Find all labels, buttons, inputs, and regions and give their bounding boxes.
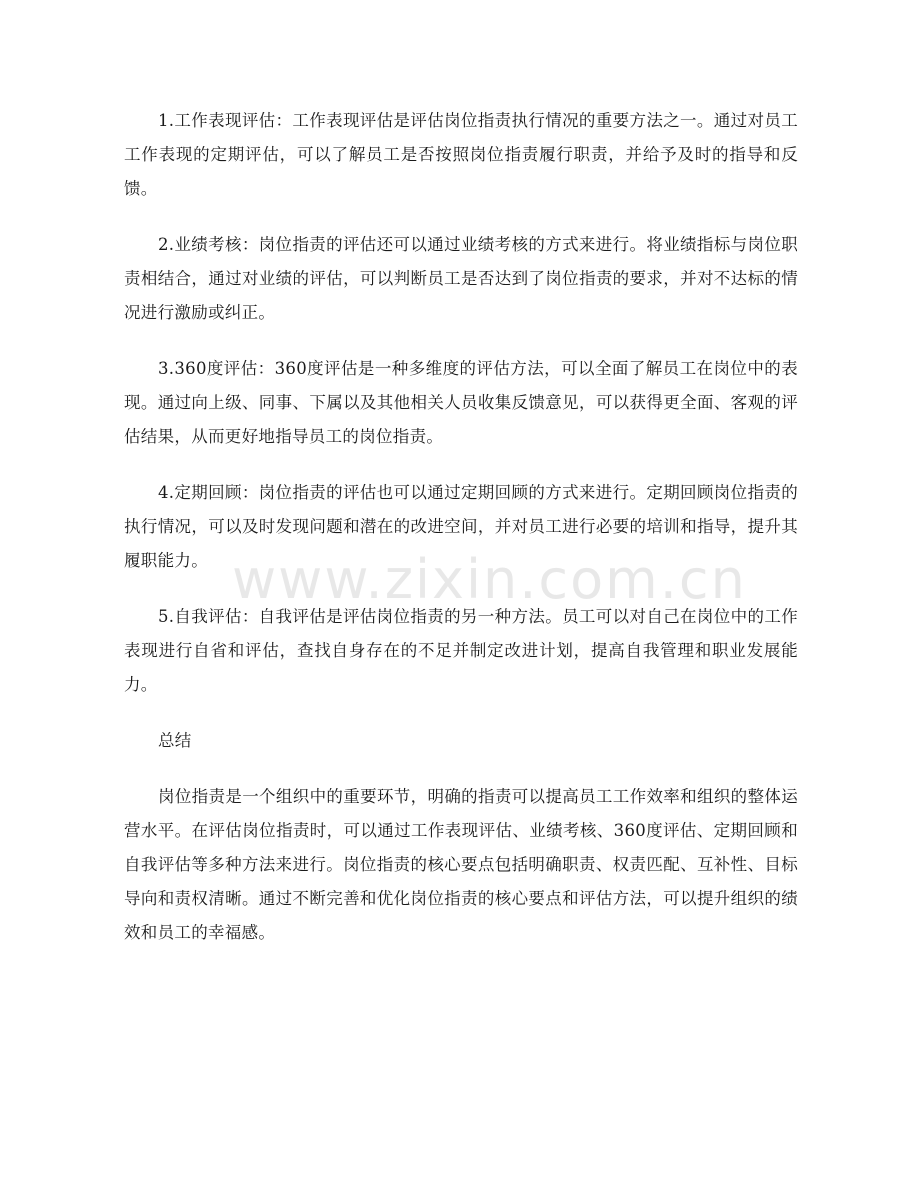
paragraph-periodic-review: 4.定期回顾：岗位指责的评估也可以通过定期回顾的方式来进行。定期回顾岗位指责的执行情况，可以及时发现问题和潜在的改进空间，并对员工进行必要的培训和指导，提升其履职能力。 — [124, 483, 798, 570]
watermark: www.zixin.com.cn — [232, 548, 747, 611]
summary-heading: 总结 — [158, 731, 192, 750]
paragraph-performance-review: 2.业绩考核：岗位指责的评估还可以通过业绩考核的方式来进行。将业绩指标与岗位职责相结合，通过对业绩的评估，可以判断员工是否达到了岗位指责的要求，并对不达标的情况进行激励或纠正。 — [124, 235, 798, 322]
paragraph-performance-evaluation: 1.工作表现评估：工作表现评估是评估岗位指责执行情况的重要方法之一。通过对员工工作表现的定期评估，可以了解员工是否按照岗位指责履行职责，并给予及时的指导和反馈。 — [124, 111, 798, 198]
summary-paragraph: 岗位指责是一个组织中的重要环节，明确的指责可以提高员工工作效率和组织的整体运营水平。在评估岗位指责时，可以通过工作表现评估、业绩考核、360度评估、定期回顾和自我评估等多种方法来进行。岗位指责的核心要点包括明确职责、权责匹配、互补性、目标导向和责权清晰。通过不断完善和优化岗位指责的核心要点和评估方法，可以提升组织的绩效和员工的幸福感。 — [124, 787, 798, 942]
paragraph-360-evaluation: 3.360度评估：360度评估是一种多维度的评估方法，可以全面了解员工在岗位中的表现。通过向上级、同事、下属以及其他相关人员收集反馈意见，可以获得更全面、客观的评估结果，从而更好地指导员工的岗位指责。 — [124, 359, 798, 446]
paragraph-self-evaluation: 5.自我评估：自我评估是评估岗位指责的另一种方法。员工可以对自己在岗位中的工作表现进行自省和评估，查找自身存在的不足并制定改进计划，提高自我管理和职业发展能力。 — [124, 607, 798, 694]
document-body — [124, 104, 798, 972]
